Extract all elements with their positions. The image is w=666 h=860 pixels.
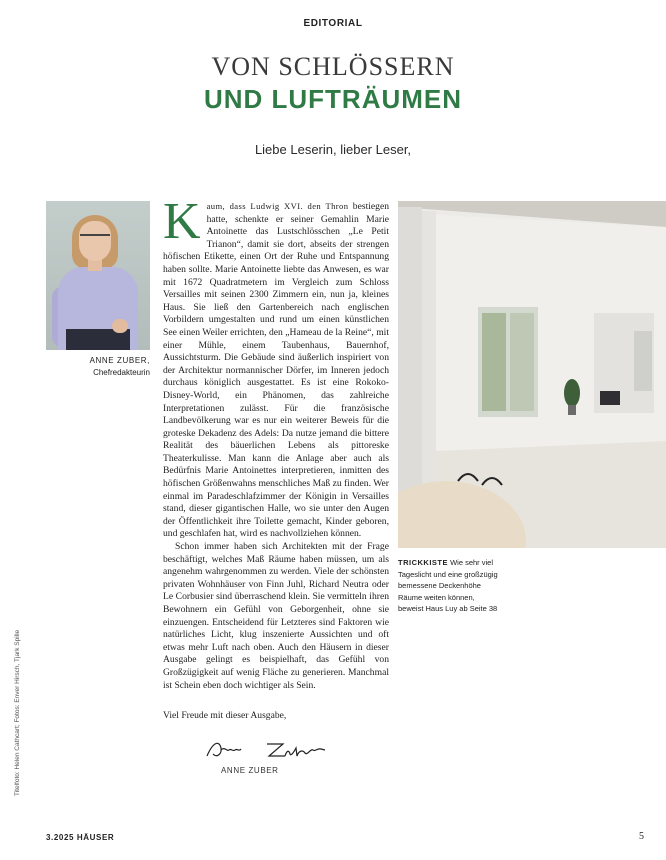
portrait-caption-role: Chefredakteurin xyxy=(93,368,150,377)
paragraph-2: Schon immer haben sich Architekten mit der Frage beschäftigt, welches Maß Räume haben müssen, um als angenehm wahrgenommen zu werden. Viele der schönsten privaten Wohnhäuser von Finn Juhl, Richard Neutra oder Le Corbusier sind überraschend klein. Sie vermitteln ihren Bewohnern ein Gefühl von Geborgenheit, ohne sie einzuengen. Entscheidend für Letzteres sind Faktoren wie natürliches Licht, klug inszenierte Aussichten und oft etwas mehr Luft nach oben. Auch den Häusern in dieser Ausgabe gelingt es beispielhaft, das Gefühl von Großzügigkeit auf wenig Fläche zu generieren. Manchmal ist Schein eben doch wichtiger als Sein. xyxy=(163,541,389,691)
paragraph-1-text: bestiegen hatte, schenkte er seiner Gemahlin Marie Antoinette das Lustschlösschen „Le Petit Trianon“, damit sie dort, abseits der strengen höfischen Etikette, einen Ort der Ruhe und Entspannung haben sollte. Marie Antoinette liebte das Anwesen, es war mit 1672 Quadratmetern im Vergleich zum Schloss Versailles mit seinen 2300 Zimmern ein, nun ja, kleines Haus. Sie ließ den Gartenbereich nach englischen Vorbildern umgestalten und rund um einen künstlichen See einen Weiler errichten, den „Hameau de la Reine“, mit einer Mühle, einem Taubenhaus, Bauernhof, Aussichtsturm. Die Gebäude sind äußerlich inspiriert von der Architektur normannischer Dörfer, im Inneren jedoch durchaus königlich ausgestattet. Es ist eine Rokoko-Disney-World, ein Phänomen, das zahlreiche Interpretationen zulässt. Für die französische Landbevölkerung war es nur ein weiterer Beweis für die groteske Dekadenz des Adels: Da nutze jemand die bittere Realität des bäuerlichen Lebens als pittoreske Theaterkulisse. Man kann die Anlage aber auch als Bedürfnis Marie Antoinettes interpretieren, inmitten des höfischen Größenwahns menschliches Maß zu finden. Wer einmal im Paradeschlafzimmer der Königin in Versailles stand, dieser gigantischen Halle, wo sie unter den Augen der Öffentlichkeit ihre Toilette gemacht, Kinder geboren, und geschlafen hat, wird es nachvollziehen können. xyxy=(163,201,390,540)
photo-caption-label: TRICKKISTE xyxy=(398,558,448,567)
photo-caption-text: Wie sehr viel Tageslicht und eine großzügig bemessene Deckenhöhe Räume weiten können, beweist Haus Luy ab Seite 38 xyxy=(398,558,498,613)
photo-caption xyxy=(398,557,498,615)
headline-line-1: VON SCHLÖSSERN xyxy=(211,52,455,81)
drop-cap: K xyxy=(163,193,201,250)
signature-name: ANNE ZUBER xyxy=(221,766,279,775)
photo-credit-text: Titelfoto: Helen Cathcart; Fotos: Enver Hirsch, Tjark Spille xyxy=(14,629,21,796)
handwritten-signature xyxy=(205,738,355,760)
opening-smallcaps: aum, dass Ludwig XVI. den Thron xyxy=(206,201,349,211)
portrait-caption xyxy=(46,355,150,379)
paragraph-1 xyxy=(163,193,390,541)
closing-line: Viel Freude mit dieser Ausgabe, xyxy=(163,710,287,721)
author-portrait xyxy=(46,201,150,350)
interior-photo xyxy=(398,201,666,548)
headline-line-2: UND LUFTRÄUMEN xyxy=(203,84,463,114)
portrait-caption-name: ANNE ZUBER, xyxy=(89,356,150,365)
greeting: Liebe Leserin, lieber Leser, xyxy=(254,142,412,157)
photo-credit xyxy=(14,612,26,796)
footer-issue: 3.2025 HÄUSER xyxy=(46,833,115,842)
page-number: 5 xyxy=(639,831,644,842)
section-kicker: EDITORIAL xyxy=(303,18,363,29)
editorial-body xyxy=(163,193,390,692)
